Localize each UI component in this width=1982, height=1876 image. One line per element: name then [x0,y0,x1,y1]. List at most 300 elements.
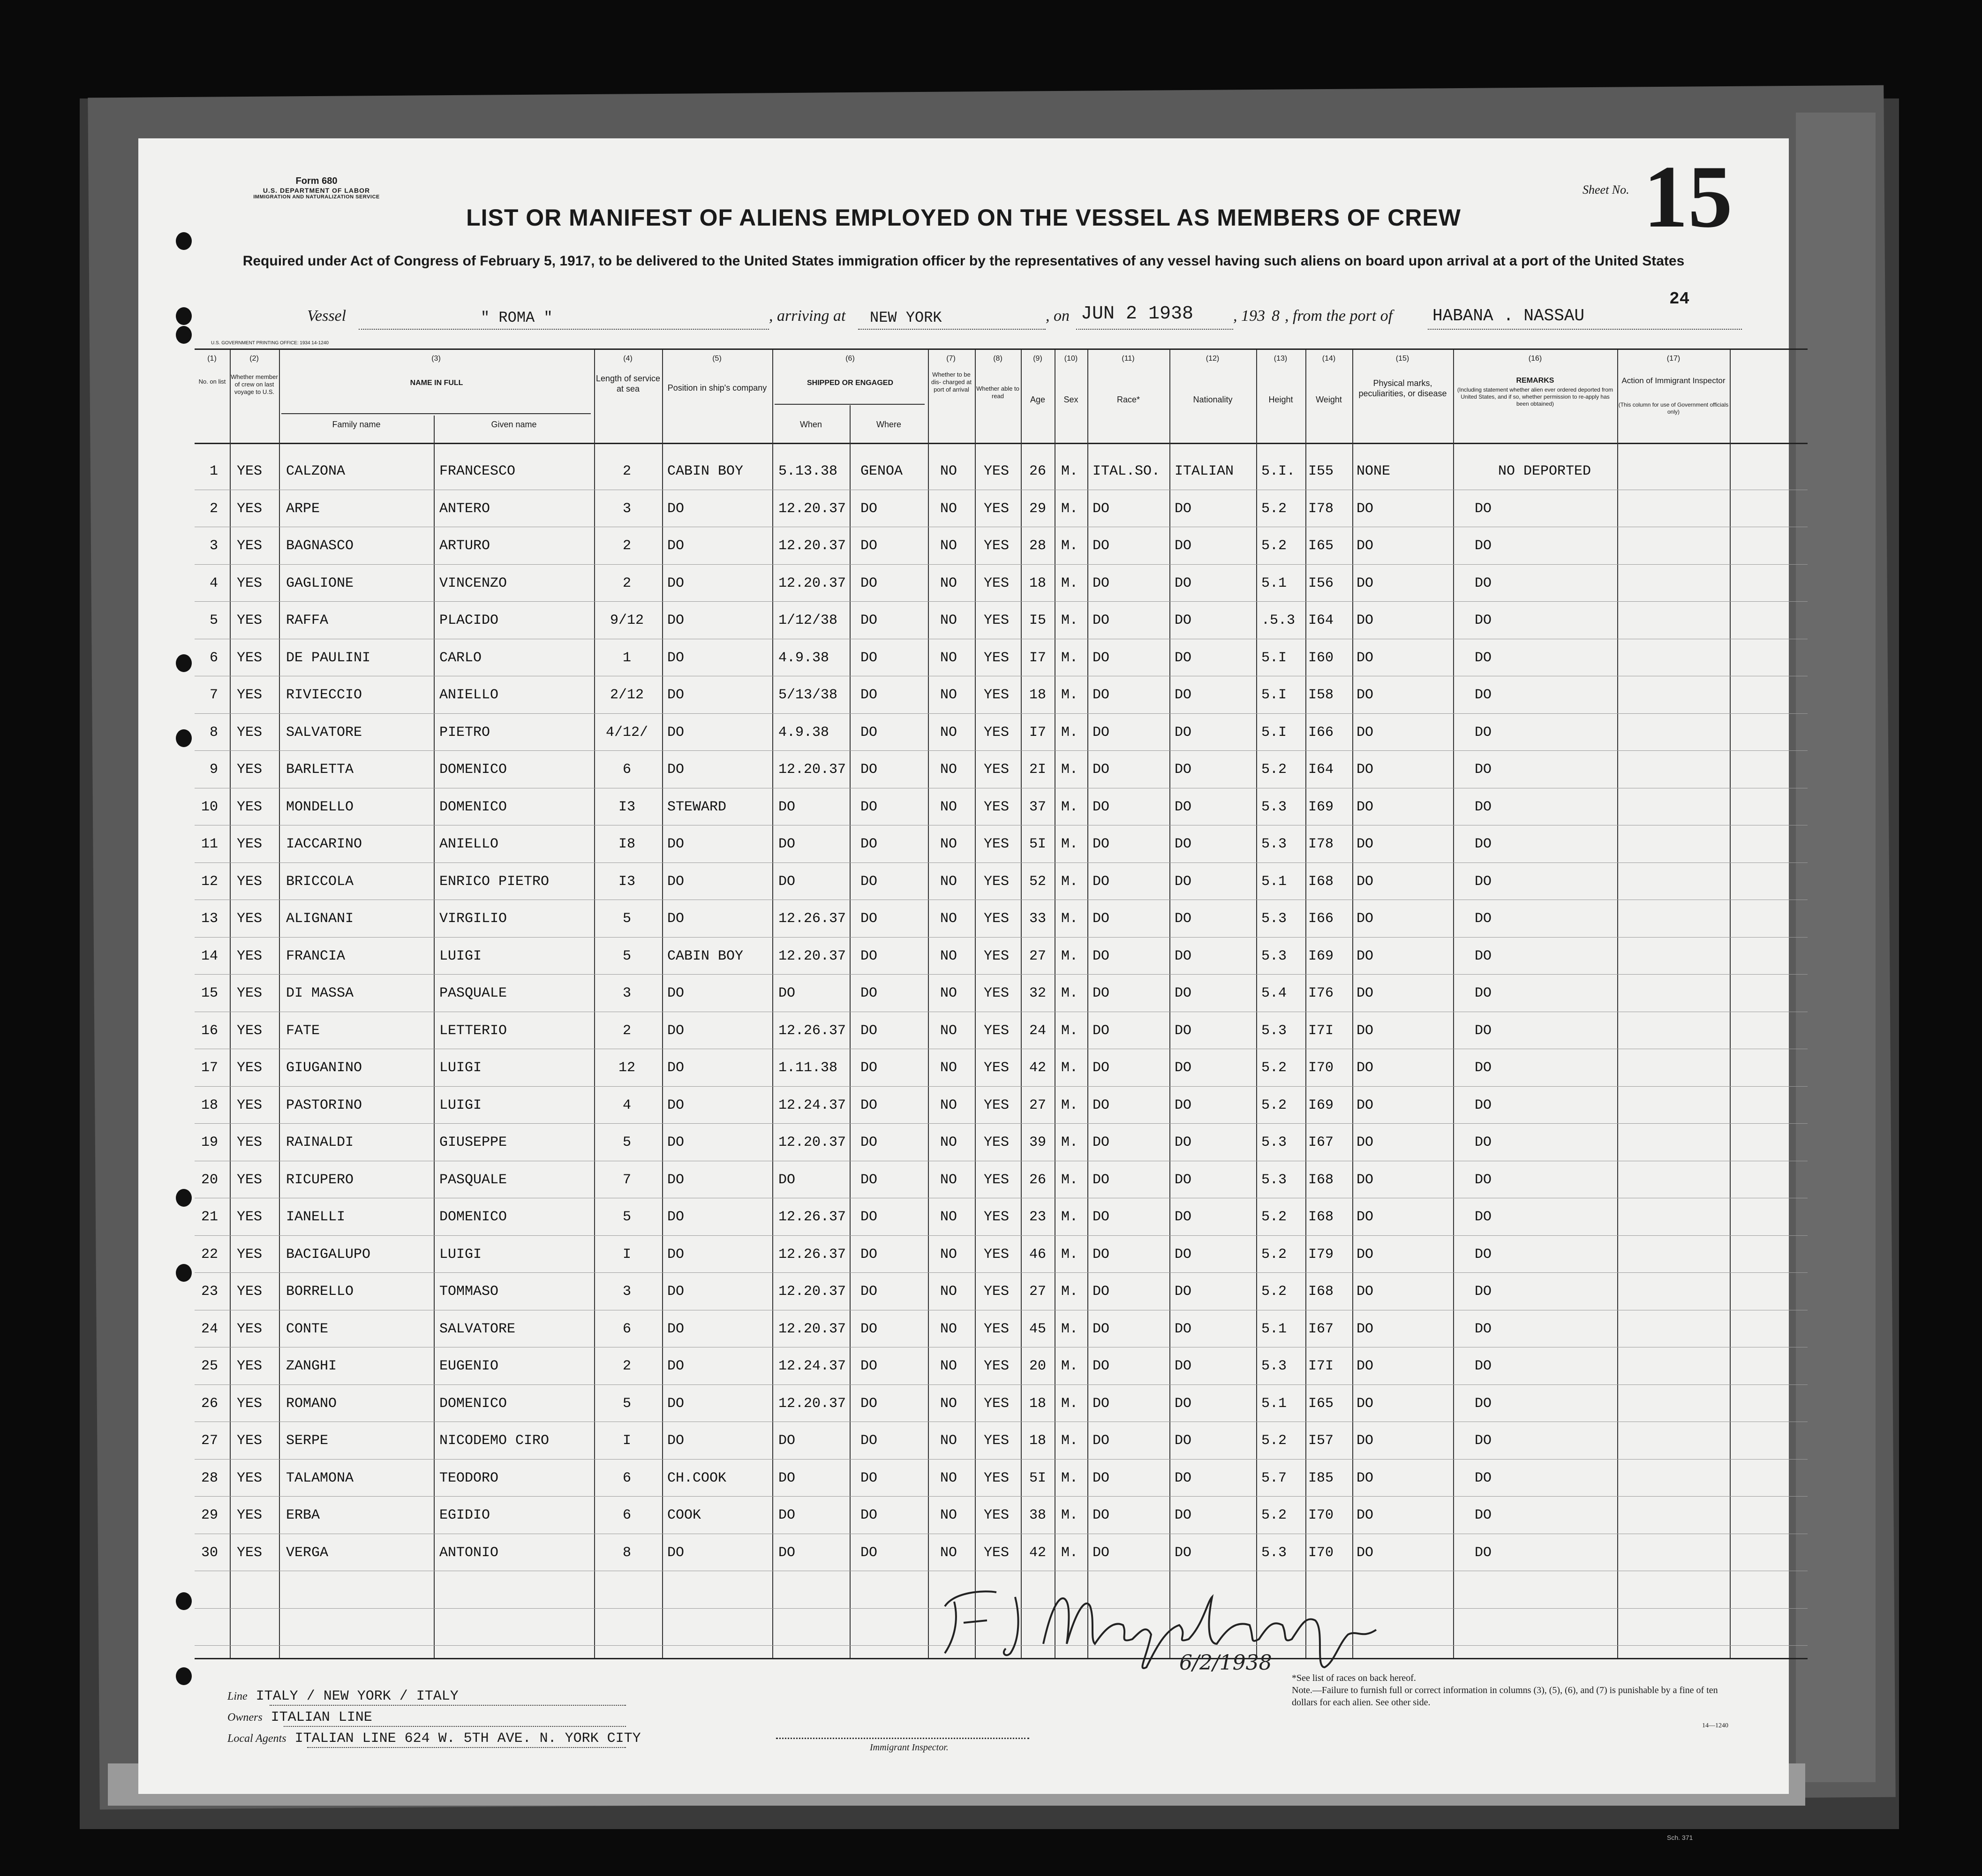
table-row [195,867,1808,894]
col-head-weight: Weight [1316,395,1342,404]
table-row [195,1538,1808,1566]
cell-where: DO [860,1321,878,1337]
cell-given-name: ANTONIO [439,1544,499,1561]
cell-position: CABIN BOY [667,948,744,964]
cell-where: DO [860,500,878,517]
cell-weight: I55 [1308,463,1334,479]
cell-given-name: ENRICO PIETRO [439,873,550,890]
cell-physical: DO [1357,1433,1374,1449]
cell-nationality: DO [1175,985,1192,1001]
backing-page-edge [1796,113,1876,1782]
cell-able-read: YES [984,1246,1010,1263]
page-mark: 24 [1669,289,1690,309]
cell-weight: I56 [1308,575,1334,591]
column-number: (17) [1666,355,1681,363]
cell-family-name: ROMANO [286,1395,337,1412]
cell-family-name: FATE [286,1022,320,1039]
column-number: (13) [1274,355,1288,363]
cell-family-name: RIVIECCIO [286,687,362,703]
cell-able-read: YES [984,463,1010,479]
cell-given-name: VIRGILIO [439,911,507,927]
cell-where: DO [860,650,878,666]
cell-nationality: DO [1175,1209,1192,1225]
cell-when: DO [778,873,796,890]
cell-length: 1 [622,650,631,666]
cell-where: DO [860,613,878,628]
cell-height: 5.I [1261,687,1287,703]
agents-label: Local Agents [227,1732,286,1745]
cell-able-read: YES [984,1172,1010,1188]
cell-nationality: DO [1175,762,1192,778]
cell-age: 37 [1029,799,1047,815]
cell-no: 28 [201,1470,218,1486]
cell-length: I [622,1246,631,1263]
cell-age: I7 [1029,724,1047,741]
cell-height: 5.I. [1261,463,1296,479]
cell-where: DO [860,1507,878,1523]
cell-discharged: NO [940,500,957,517]
cell-weight: I78 [1308,836,1334,852]
cell-no: 9 [209,762,218,778]
cell-position: DO [667,724,685,741]
vessel-label: Vessel [307,307,347,325]
footer-owners [227,1710,372,1725]
cell-no: 7 [209,687,218,703]
cell-member: YES [237,1321,263,1337]
table-row [195,1464,1808,1491]
cell-position: DO [667,575,685,591]
cell-family-name: BACIGALUPO [286,1246,371,1263]
cell-sex: M. [1061,1433,1078,1449]
cell-family-name: FRANCIA [286,948,346,964]
cell-no: 12 [201,873,218,890]
cell-nationality: DO [1175,1433,1192,1449]
cell-race: DO [1093,1395,1110,1412]
cell-sex: M. [1061,1284,1078,1300]
cell-when: DO [778,985,796,1001]
cell-member: YES [237,500,263,517]
cell-race: DO [1093,650,1110,666]
cell-position: DO [667,613,685,628]
cell-length: 5 [622,948,631,964]
col-head-physical: Physical marks, peculiarities, or disease [1358,378,1447,398]
cell-age: 33 [1029,911,1047,927]
cell-family-name: CONTE [286,1321,329,1337]
cell-height: 5.7 [1261,1470,1287,1486]
cell-physical: DO [1357,1135,1374,1150]
cell-nationality: DO [1175,650,1192,666]
cell-length: I8 [618,836,635,852]
cell-age: 38 [1029,1507,1047,1523]
cell-length: 5 [622,1135,631,1150]
cell-physical: DO [1357,1246,1374,1263]
cell-discharged: NO [940,1358,957,1374]
cell-when: 5/13/38 [778,687,838,703]
table-row [195,1240,1808,1267]
cell-able-read: YES [984,948,1010,964]
cell-remarks: DO [1475,1433,1492,1449]
cell-no: 22 [201,1246,218,1263]
cell-weight: I60 [1308,650,1334,666]
punch-hole [176,307,192,325]
cell-member: YES [237,575,263,591]
cell-discharged: NO [940,1209,957,1225]
cell-discharged: NO [940,687,957,703]
cell-given-name: TOMMASO [439,1284,499,1300]
cell-family-name: GAGLIONE [286,575,354,591]
cell-family-name: BAGNASCO [286,538,354,554]
col-head-remarks-note: (Including statement whether alien ever ordered deported from United States, and if so, whether permission to re-apply has been obtained) [1457,386,1613,407]
cell-length: 8 [622,1544,631,1561]
cell-sex: M. [1061,538,1078,554]
cell-when: 12.26.37 [778,1246,846,1263]
cell-length: 6 [622,1507,631,1523]
column-number: (6) [845,355,855,363]
cell-height: 5.3 [1261,1135,1287,1150]
cell-remarks: DO [1475,948,1492,964]
cell-able-read: YES [984,500,1010,517]
cell-able-read: YES [984,911,1010,927]
cell-no: 15 [201,985,218,1001]
table-row [195,1352,1808,1379]
cell-family-name: TALAMONA [286,1470,354,1486]
vessel-name: " ROMA " [481,309,553,326]
cell-able-read: YES [984,650,1010,666]
column-number: (3) [431,355,441,363]
cell-weight: I68 [1308,1172,1334,1188]
cell-sex: M. [1061,1097,1078,1113]
cell-discharged: NO [940,1433,957,1449]
cell-length: 3 [622,985,631,1001]
table-row [195,979,1808,1006]
cell-member: YES [237,1209,263,1225]
cell-position: DO [667,1433,685,1449]
cell-age: 5I [1029,1470,1047,1486]
cell-member: YES [237,948,263,964]
cell-able-read: YES [984,687,1010,703]
punch-hole [176,232,192,250]
cell-age: I7 [1029,650,1047,666]
cell-age: 23 [1029,1209,1047,1225]
cell-sex: M. [1061,1135,1078,1150]
cell-position: DO [667,1544,685,1561]
cell-where: DO [860,1097,878,1113]
date-stamp: JUN 2 1938 [1081,303,1194,325]
form-identifier [195,176,438,200]
cell-age: 18 [1029,575,1047,591]
cell-discharged: NO [940,538,957,554]
cell-sex: M. [1061,463,1078,479]
cell-given-name: ANIELLO [439,687,499,703]
cell-member: YES [237,1507,263,1523]
col-head-discharged: Whether to be dis- charged at port of arrival [931,371,972,393]
cell-sex: M. [1061,613,1078,628]
cell-position: DO [667,1172,685,1188]
cell-able-read: YES [984,1060,1010,1076]
cell-length: I3 [618,873,635,890]
cell-discharged: NO [940,873,957,890]
cell-length: 6 [622,1470,631,1486]
cell-remarks: DO [1475,650,1492,666]
cell-weight: I57 [1308,1433,1334,1449]
cell-where: DO [860,1172,878,1188]
cell-when: DO [778,836,796,852]
cell-able-read: YES [984,873,1010,890]
cell-sex: M. [1061,724,1078,741]
cell-remarks: DO [1475,1507,1492,1523]
cell-family-name: SALVATORE [286,724,362,741]
cell-where: DO [860,1284,878,1300]
cell-discharged: NO [940,1544,957,1561]
cell-family-name: BRICCOLA [286,873,354,890]
cell-able-read: YES [984,799,1010,815]
cell-where: DO [860,1544,878,1561]
cell-remarks: DO [1475,762,1492,778]
cell-where: DO [860,1470,878,1486]
cell-race: DO [1093,1358,1110,1374]
cell-race: DO [1093,1097,1110,1113]
cell-sex: M. [1061,985,1078,1001]
table-row [195,904,1808,931]
cell-sex: M. [1061,575,1078,591]
punch-hole [176,654,192,672]
cell-given-name: GIUSEPPE [439,1135,507,1150]
cell-no: 14 [201,948,218,964]
cell-nationality: DO [1175,911,1192,927]
voyage-line [307,303,1676,335]
table-row [195,718,1808,745]
cell-where: DO [860,575,878,591]
cell-race: DO [1093,985,1110,1001]
table-row [195,494,1808,522]
cell-physical: DO [1357,873,1374,890]
cell-position: DO [667,873,685,890]
cell-where: DO [860,1433,878,1449]
cell-nationality: DO [1175,1358,1192,1374]
cell-length: 3 [622,1284,631,1300]
cell-when: 12.24.37 [778,1358,846,1374]
cell-nationality: DO [1175,687,1192,703]
cell-race: DO [1093,1022,1110,1039]
table-row [195,606,1808,633]
line-label: Line [227,1690,248,1702]
cell-discharged: NO [940,799,957,815]
cell-length: 5 [622,1209,631,1225]
cell-when: 12.20.37 [778,538,846,554]
cell-nationality: DO [1175,948,1192,964]
table-row [195,681,1808,708]
cell-age: 46 [1029,1246,1047,1263]
cell-family-name: CALZONA [286,463,346,479]
cell-remarks: DO [1475,1395,1492,1412]
cell-height: 5.3 [1261,911,1287,927]
cell-age: 27 [1029,948,1047,964]
cell-race: DO [1093,948,1110,964]
cell-member: YES [237,1358,263,1374]
col-head-sex: Sex [1063,395,1078,404]
on-label: , on [1046,307,1070,325]
column-number: (8) [993,355,1002,363]
cell-weight: I78 [1308,500,1334,517]
cell-where: DO [860,1358,878,1374]
table-row [195,531,1808,559]
cell-given-name: ANIELLO [439,836,499,852]
col-head-given: Given name [491,420,537,429]
cell-height: 5.3 [1261,1172,1287,1188]
cell-sex: M. [1061,1060,1078,1076]
cell-physical: DO [1357,762,1374,778]
cell-remarks: DO [1475,985,1492,1001]
column-number: (2) [249,355,259,363]
cell-sex: M. [1061,1470,1078,1486]
cell-age: 45 [1029,1321,1047,1337]
cell-age: 24 [1029,1022,1047,1039]
table-row [195,1315,1808,1342]
cell-member: YES [237,650,263,666]
cell-height: 5.2 [1261,1507,1287,1523]
cell-length: 2 [622,1358,631,1374]
cell-no: 19 [201,1135,218,1150]
col-head-shipped: SHIPPED OR ENGAGED [806,379,894,387]
cell-given-name: VINCENZO [439,575,507,591]
cell-age: 18 [1029,1433,1047,1449]
cell-nationality: DO [1175,1544,1192,1561]
cell-family-name: BORRELLO [286,1284,354,1300]
cell-weight: I69 [1308,1097,1334,1113]
owners-label: Owners [227,1711,263,1724]
cell-position: DO [667,1022,685,1039]
cell-length: 6 [622,1321,631,1337]
cell-race: DO [1093,1135,1110,1150]
cell-discharged: NO [940,650,957,666]
cell-remarks: DO [1475,1246,1492,1263]
cell-length: 5 [622,1395,631,1412]
cell-remarks: DO [1475,1321,1492,1337]
cell-position: DO [667,911,685,927]
cell-race: DO [1093,613,1110,628]
races-note: *See list of races on back hereof. [1292,1673,1416,1683]
table-row [195,1053,1808,1081]
cell-discharged: NO [940,1097,957,1113]
cell-discharged: NO [940,1470,957,1486]
cell-remarks: DO [1475,1209,1492,1225]
cell-given-name: SALVATORE [439,1321,516,1337]
col-head-nationality: Nationality [1193,395,1233,404]
cell-no: 18 [201,1097,218,1113]
signature-date: 6/2/1938 [1179,1651,1272,1675]
cell-physical: DO [1357,650,1374,666]
cell-given-name: EGIDIO [439,1507,490,1523]
cell-physical: DO [1357,1544,1374,1561]
cell-race: DO [1093,762,1110,778]
cell-length: 4 [622,1097,631,1113]
cell-physical: DO [1357,500,1374,517]
cell-age: 5I [1029,836,1047,852]
cell-position: DO [667,1135,685,1150]
crew-table [195,348,1808,1659]
cell-discharged: NO [940,1246,957,1263]
cell-discharged: NO [940,1022,957,1039]
cell-weight: I65 [1308,538,1334,554]
sheet-number-label: Sheet No. [1583,183,1629,197]
cell-given-name: DOMENICO [439,762,507,778]
column-number: (11) [1122,355,1135,363]
cell-when: 12.20.37 [778,1321,846,1337]
cell-age: 39 [1029,1135,1047,1150]
cell-member: YES [237,724,263,741]
cell-height: 5.1 [1261,1395,1287,1412]
cell-sex: M. [1061,650,1078,666]
cell-height: 5.2 [1261,1209,1287,1225]
cell-sex: M. [1061,500,1078,517]
cell-discharged: NO [940,1284,957,1300]
cell-sex: M. [1061,762,1078,778]
cell-age: 42 [1029,1544,1047,1561]
cell-weight: I69 [1308,799,1334,815]
cell-when: 12.20.37 [778,1135,846,1150]
cell-when: 4.9.38 [778,650,829,666]
cell-able-read: YES [984,538,1010,554]
cell-no: 3 [209,538,218,554]
cell-height: 5.2 [1261,1433,1287,1449]
cell-where: DO [860,762,878,778]
cell-member: YES [237,1060,263,1076]
cell-member: YES [237,911,263,927]
cell-no: 27 [201,1433,218,1449]
cell-sex: M. [1061,1246,1078,1263]
cell-able-read: YES [984,1209,1010,1225]
cell-when: DO [778,799,796,815]
cell-discharged: NO [940,613,957,628]
cell-sex: M. [1061,911,1078,927]
cell-race: DO [1093,1507,1110,1523]
cell-physical: DO [1357,799,1374,815]
cell-length: 2 [622,1022,631,1039]
cell-length: 4/12/ [605,724,648,741]
cell-remarks: DO [1475,500,1492,517]
cell-discharged: NO [940,1172,957,1188]
cell-able-read: YES [984,1358,1010,1374]
col-head-when: When [799,420,822,429]
cell-length: I [622,1433,631,1449]
cell-length: 2/12 [610,687,644,703]
cell-length: 12 [618,1060,635,1076]
cell-height: 5.2 [1261,1097,1287,1113]
cell-remarks: DO [1475,1284,1492,1300]
cell-remarks: DO [1475,1358,1492,1374]
cell-when: 12.20.37 [778,948,846,964]
cell-discharged: NO [940,836,957,852]
col-head-action: Action of Immigrant Inspector [1621,376,1726,385]
cell-weight: I65 [1308,1395,1334,1412]
column-number: (15) [1395,355,1409,363]
cell-age: 29 [1029,500,1047,517]
arriving-label: , arriving at [769,307,846,325]
cell-when: 12.20.37 [778,500,846,517]
table-row [195,1091,1808,1118]
cell-position: DO [667,1060,685,1076]
cell-able-read: YES [984,613,1010,628]
inspector-caption: Immigrant Inspector. [870,1742,949,1753]
cell-weight: I66 [1308,911,1334,927]
column-number: (16) [1528,355,1542,363]
cell-no: 26 [201,1395,218,1412]
table-row [195,457,1808,484]
cell-family-name: RAFFA [286,613,329,628]
cell-when: 5.13.38 [778,463,838,479]
cell-race: DO [1093,911,1110,927]
cell-age: 26 [1029,463,1047,479]
